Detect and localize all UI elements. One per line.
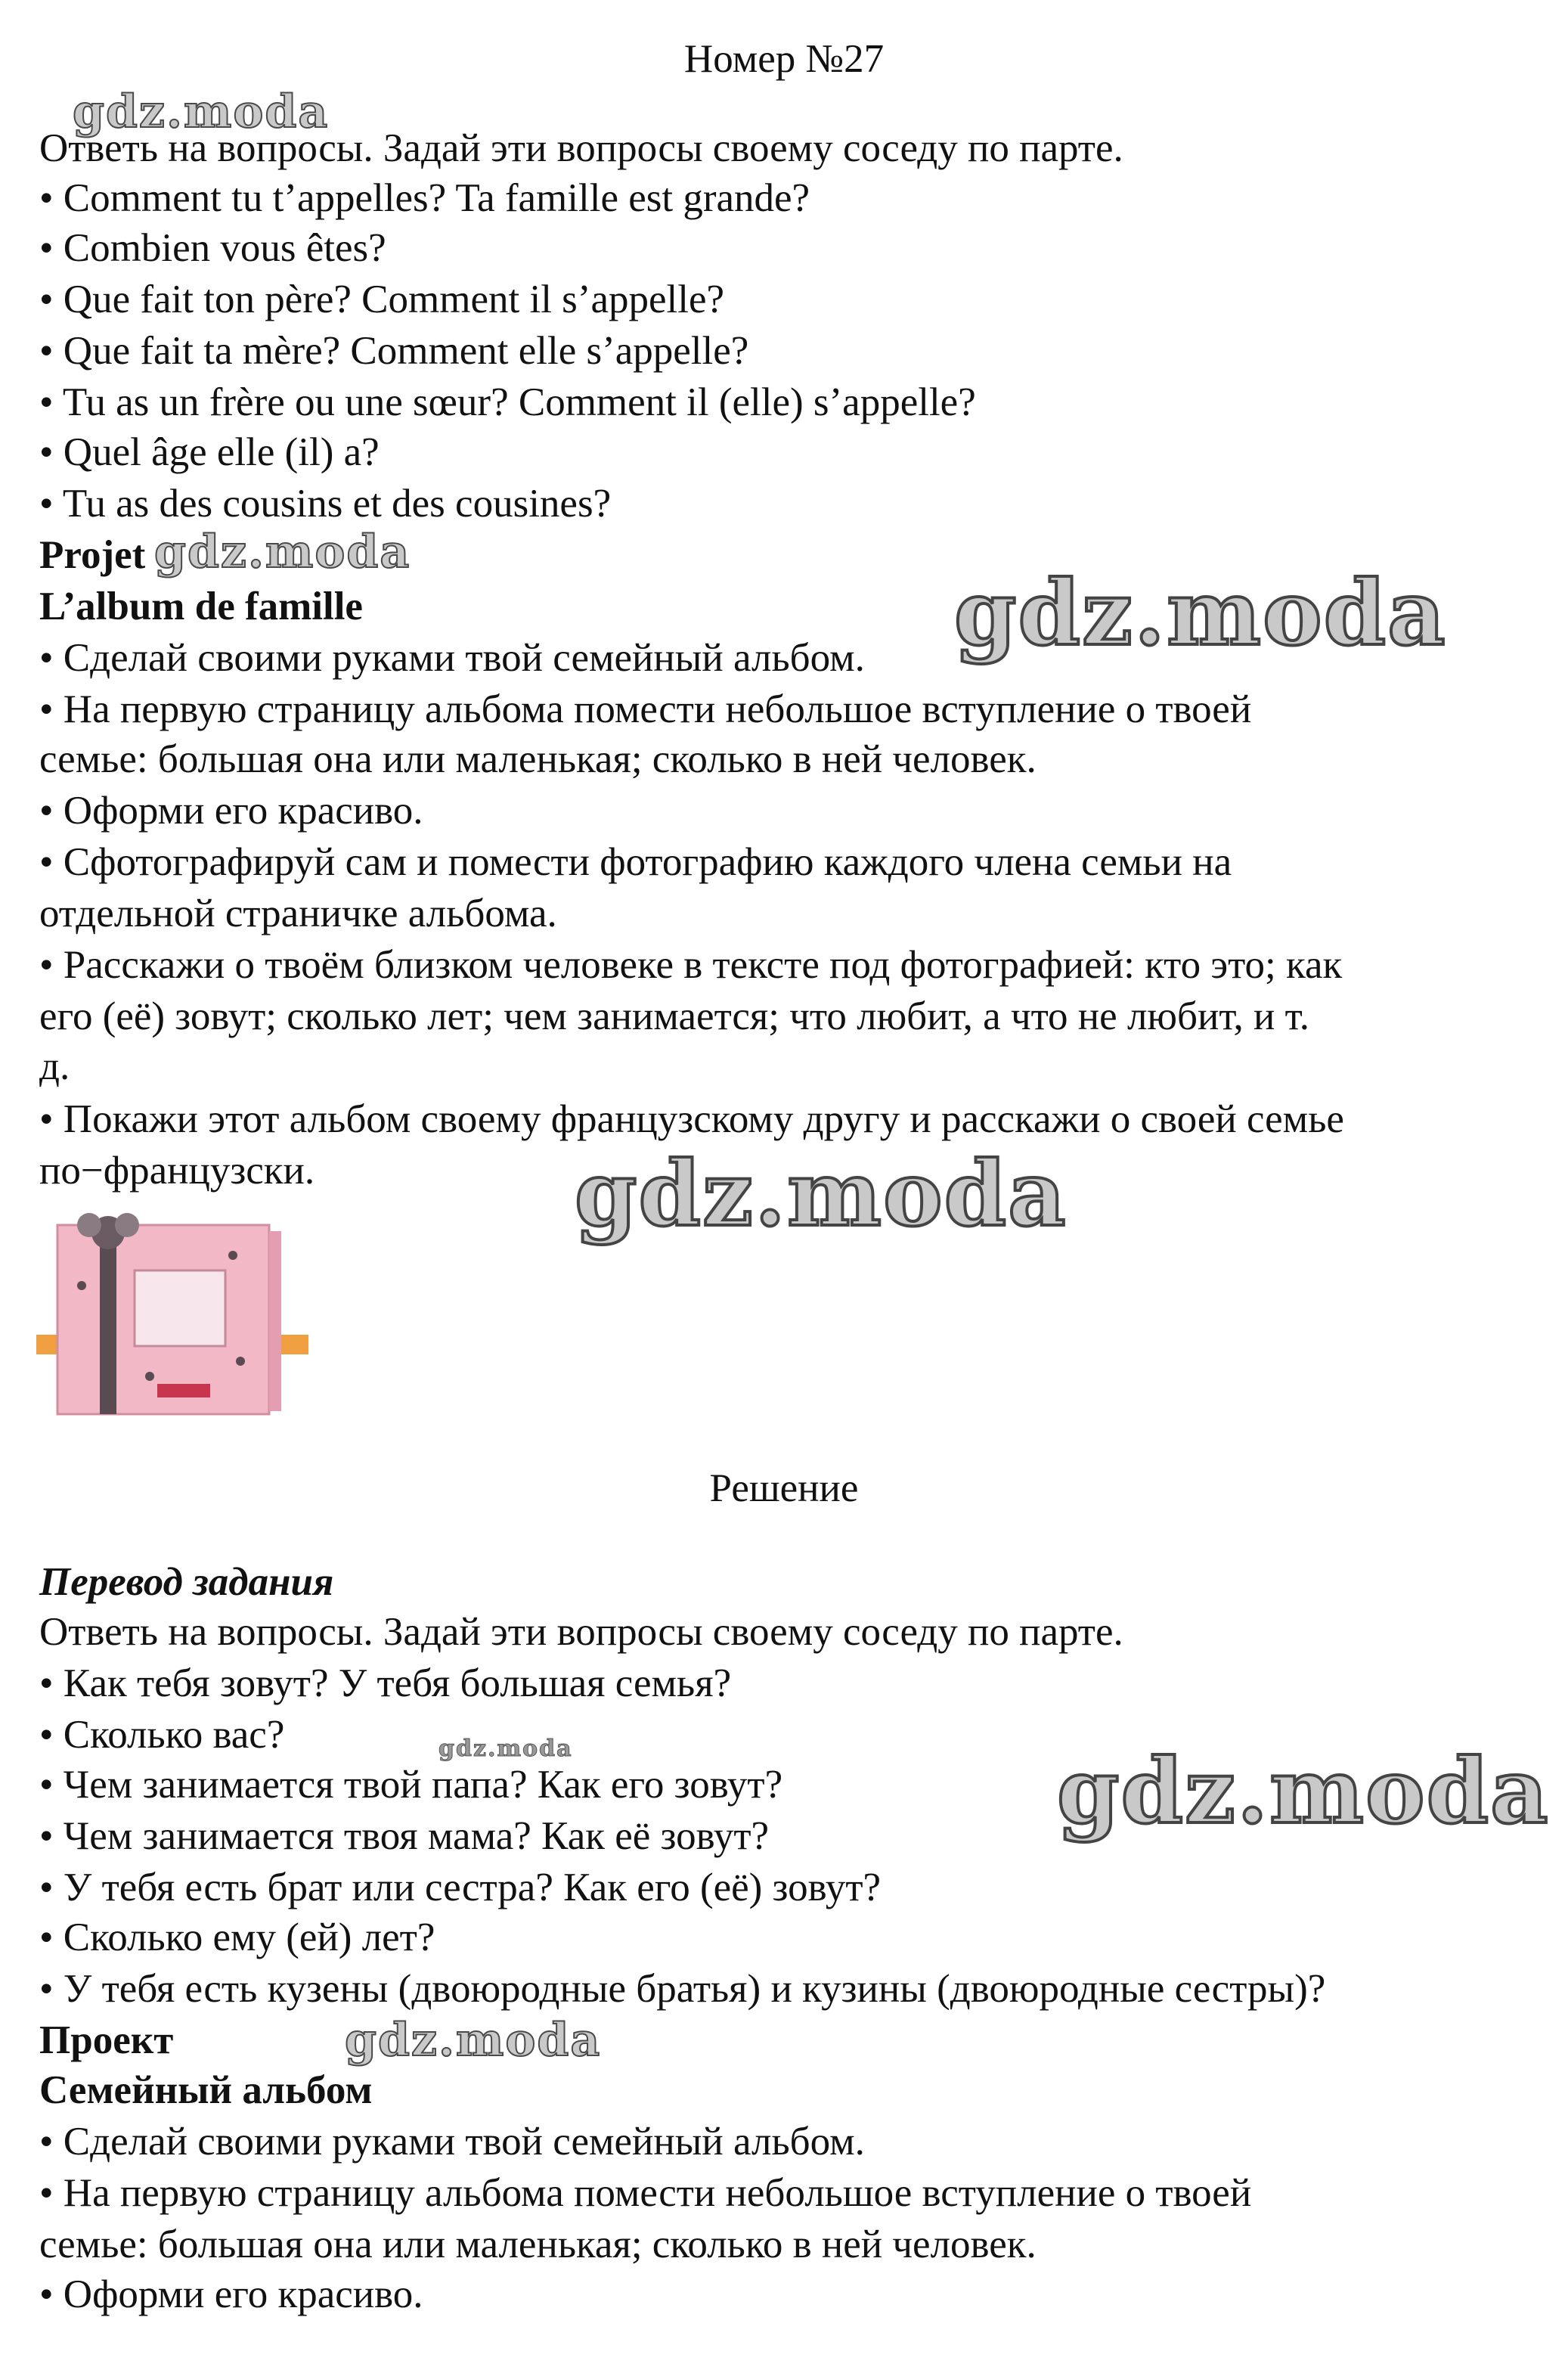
solution-project-line: семье: большая она или маленькая; сколько в ней человек. [39, 2223, 1037, 2266]
project-line: • На первую страницу альбома помести небольшое вступление о твоей [39, 687, 1252, 731]
album-ribbon [100, 1225, 116, 1414]
task-intro: Ответь на вопросы. Задай эти вопросы своему соседу по парте. [39, 126, 1123, 170]
album-flower-dot [145, 1372, 154, 1381]
solution-question: • Чем занимается твой папа? Как его зовут? [39, 1763, 783, 1807]
project-line: отдельной страничке альбома. [39, 892, 557, 935]
task-question: • Que fait ton père? Comment il s’appelle? [39, 278, 724, 321]
solution-question: • У тебя есть кузены (двоюродные братья) и кузины (двоюродные сестры)? [39, 1967, 1326, 2011]
project-line: • Покажи этот альбом своему французскому другу и расскажи о своей семье [39, 1097, 1344, 1141]
project-line: • Сделай своими руками твой семейный альбом. [39, 636, 865, 680]
solution-question: • Как тебя зовут? У тебя большая семья? [39, 1661, 732, 1705]
watermark: gdz.moda [73, 85, 330, 138]
watermark: gdz.moda [345, 2014, 602, 2067]
solution-project-line: • На первую страницу альбома помести небольшое вступление о твоей [39, 2171, 1252, 2215]
watermark: gdz.moda [438, 1736, 573, 1762]
watermark: gdz.moda [954, 560, 1447, 665]
solution-project-label: Проект [39, 2018, 174, 2062]
task-question: • Combien vous êtes? [39, 226, 386, 270]
task-question: • Tu as des cousins et des cousines? [39, 482, 612, 526]
solution-question: • Сколько ему (ей) лет? [39, 1915, 435, 1959]
watermark: gdz.moda [1057, 1739, 1550, 1844]
project-line: • Оформи его красиво. [39, 789, 423, 833]
solution-question: • Сколько вас? [39, 1713, 285, 1757]
project-line: семье: большая она или маленькая; сколько в ней человек. [39, 737, 1037, 781]
solution-question: • У тебя есть брат или сестра? Как его (её) зовут? [39, 1866, 882, 1909]
task-question: • Que fait ta mère? Comment elle s’appelle? [39, 329, 749, 373]
solution-project-line: • Оформи его красиво. [39, 2272, 423, 2316]
project-line: • Сфотографируй сам и помести фотографию каждого члена семьи на [39, 840, 1232, 884]
photo-album-image [36, 1202, 308, 1429]
project-label: Projet [39, 533, 146, 577]
solution-heading: Решение [709, 1466, 859, 1510]
solution-intro: Ответь на вопросы. Задай эти вопросы своему соседу по парте. [39, 1610, 1123, 1654]
translation-title: Перевод задания [39, 1560, 334, 1604]
watermark: gdz.moda [575, 1141, 1068, 1246]
album-spine [269, 1231, 281, 1411]
watermark: gdz.moda [154, 526, 411, 579]
project-line: по−французски. [39, 1149, 315, 1193]
album-flower-dot [77, 1281, 86, 1290]
project-line: • Расскажи о твоём близком человеке в тексте под фотографией: кто это; как [39, 943, 1343, 987]
album-flower-dot [236, 1357, 245, 1366]
project-line: его (её) зовут; сколько лет; чем занимается; что любит, а что не любит, и т. [39, 994, 1310, 1038]
album-bow-loop [77, 1213, 101, 1237]
task-question: • Tu as un frère ou une sœur? Comment il (elle) s’appelle? [39, 380, 976, 424]
task-question: • Quel âge elle (il) a? [39, 430, 380, 474]
project-title: L’album de famille [39, 585, 363, 628]
album-photo-window [135, 1270, 225, 1346]
album-label [157, 1384, 210, 1397]
project-line: д. [39, 1044, 70, 1088]
solution-project-line: • Сделай своими руками твой семейный альбом. [39, 2120, 865, 2164]
album-flower-dot [228, 1251, 237, 1260]
album-bow-loop [115, 1213, 139, 1237]
solution-project-title: Семейный альбом [39, 2068, 373, 2112]
page-title: Номер №27 [683, 37, 885, 81]
task-question: • Comment tu t’appelles? Ta famille est grande? [39, 176, 810, 220]
solution-question: • Чем занимается твоя мама? Как её зовут? [39, 1814, 770, 1858]
